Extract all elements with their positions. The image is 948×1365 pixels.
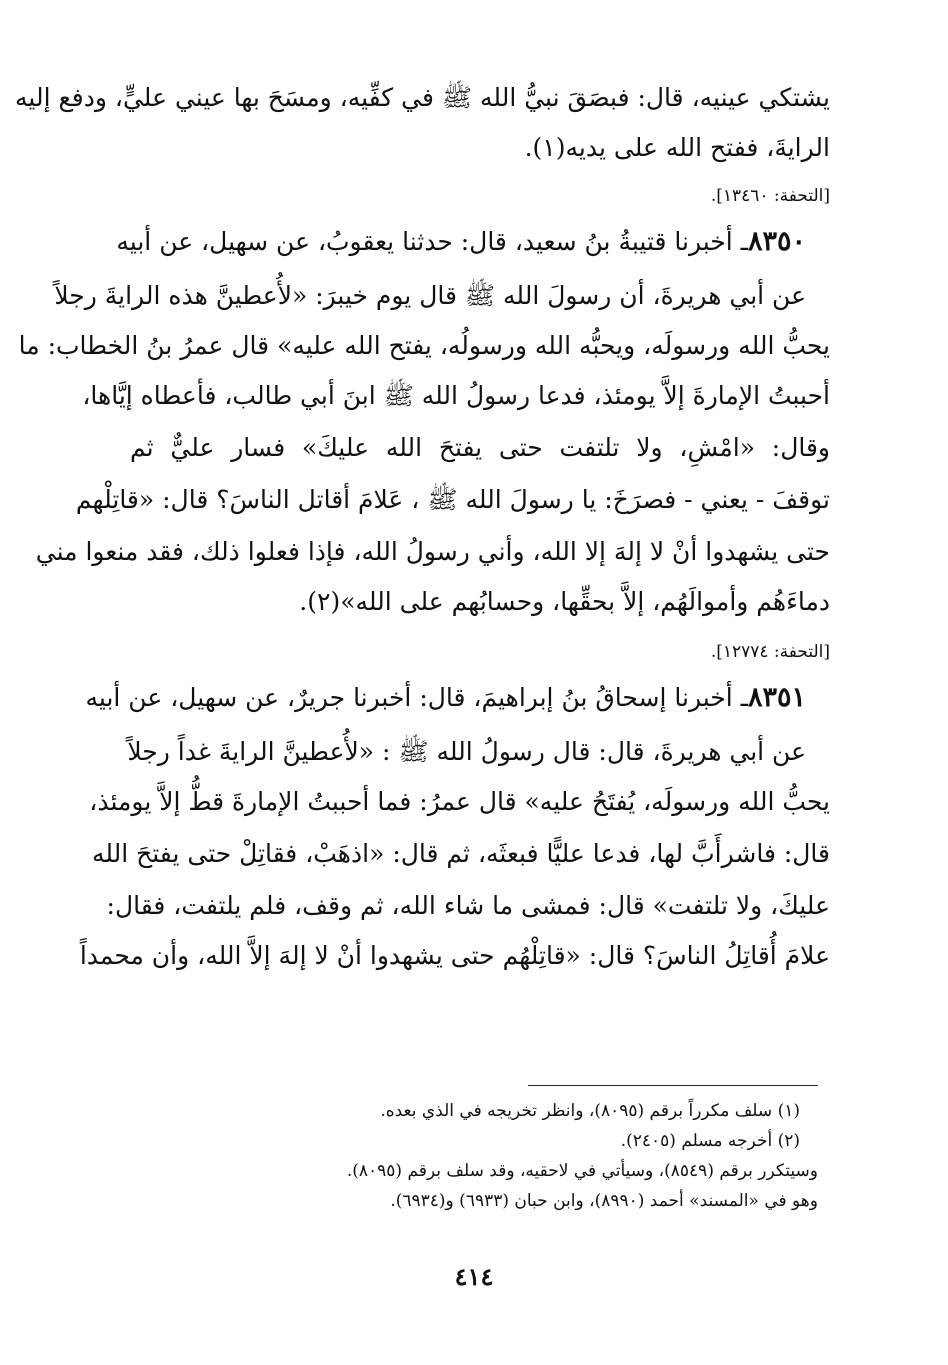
body-line: عن أبي هريرةَ، أن رسولَ الله ﷺ قال يوم خيبرَ: «لأُعطينَّ هذه الرايةَ رجلاً xyxy=(54,281,806,310)
body-line: يحبُّ الله ورسولَه، يُفتَحُ عليه» قال عمرُ: فما أحببتُ الإمارةَ قطُّ إلاَّ يومئذ، xyxy=(89,787,830,816)
body-line: قال: فاشرأَبَّ لها، فدعا عليًّا فبعثَه، ثم قال: «اذهَبْ، فقاتِلْ حتى يفتحَ الله xyxy=(91,839,830,868)
body-line: الرايةَ، ففتح الله على يديه(١). xyxy=(524,133,830,162)
footnote: (١) سلف مكرراً برقم (٨٠٩٥)، وانظر تخريجه في الذي بعده. xyxy=(380,1101,800,1121)
body-line: توقفَ - يعني - فصرَخَ: يا رسولَ الله ﷺ ، عَلامَ أقاتل الناسَ؟ قال: «قاتِلْهم xyxy=(75,485,830,514)
hadith-first-line: ٨٣٥١ـ أخبرنا إسحاقُ بنُ إبراهيمَ، قال: أخبرنا جريرٌ، عن سهيل، عن أبيه xyxy=(85,682,806,713)
body-line: يشتكي عينيه، قال: فبصَقَ نبيُّ الله ﷺ في كفِّيه، ومسَحَ بها عيني عليٍّ، ودفع إليه xyxy=(15,83,830,112)
tuhfa-reference: [التحفة: ١٣٤٦٠]. xyxy=(710,186,830,206)
footnote: وسيتكرر برقم (٨٥٤٩)، وسيأتي في لاحقيه، وقد سلف برقم (٨٠٩٥). xyxy=(346,1161,818,1181)
body-line: علامَ أُقاتِلُ الناسَ؟ قال: «قاتِلْهُم حتى يشهدوا أنْ لا إلهَ إلاَّ الله، وأن محمداً xyxy=(79,941,830,970)
hadith-number: ٨٣٥٠ xyxy=(747,226,806,257)
hadith-first-line: ٨٣٥٠ـ أخبرنا قتيبةُ بنُ سعيد، قال: حدثنا يعقوبُ، عن سهيل، عن أبيه xyxy=(116,226,806,257)
page-number: ٤١٤ xyxy=(454,1262,494,1291)
body-line: عليكَ، ولا تلتفت» قال: فمشى ما شاء الله، ثم وقف، فلم يلتفت، فقال: xyxy=(106,891,830,920)
tuhfa-reference: [التحفة: ١٢٧٧٤]. xyxy=(710,642,830,662)
body-line: أحببتُ الإمارةَ إلاَّ يومئذ، فدعا رسولُ الله ﷺ ابنَ أبي طالب، فأعطاه إيَّاها، xyxy=(82,381,830,410)
body-line: عن أبي هريرةَ، قال: قال رسولُ الله ﷺ : «لأُعطينَّ الرايةَ غداً رجلاً xyxy=(127,737,806,766)
body-line: يحبُّ الله ورسولَه، ويحبُّه الله ورسولُه، يفتح الله عليه» قال عمرُ بنُ الخطاب: ما xyxy=(18,331,830,360)
hadith-text: أخبرنا قتيبةُ بنُ سعيد، قال: حدثنا يعقوبُ، عن سهيل، عن أبيه xyxy=(116,227,733,256)
footnote-divider xyxy=(528,1085,818,1086)
body-line: دماءَهُم وأموالَهُم، إلاَّ بحقِّها، وحسابُهم على الله»(٢). xyxy=(299,587,830,616)
body-line: حتى يشهدوا أنْ لا إلهَ إلا الله، وأني رسولُ الله، فإذا فعلوا ذلك، فقد منعوا مني xyxy=(35,537,830,566)
hadith-text: أخبرنا إسحاقُ بنُ إبراهيمَ، قال: أخبرنا جريرٌ، عن سهيل، عن أبيه xyxy=(85,683,733,712)
footnote: وهو في «المسند» أحمد (٨٩٩٠)، وابن حبان (٦٩٣٣) و(٦٩٣٤). xyxy=(390,1191,818,1211)
hadith-number: ٨٣٥١ xyxy=(747,682,806,713)
body-line: وقال: «امْشِ، ولا تلتفت حتى يفتحَ الله عليكَ» فسار عليٌّ ثم xyxy=(130,433,830,462)
footnote: (٢) أخرجه مسلم (٢٤٠٥). xyxy=(620,1131,800,1151)
